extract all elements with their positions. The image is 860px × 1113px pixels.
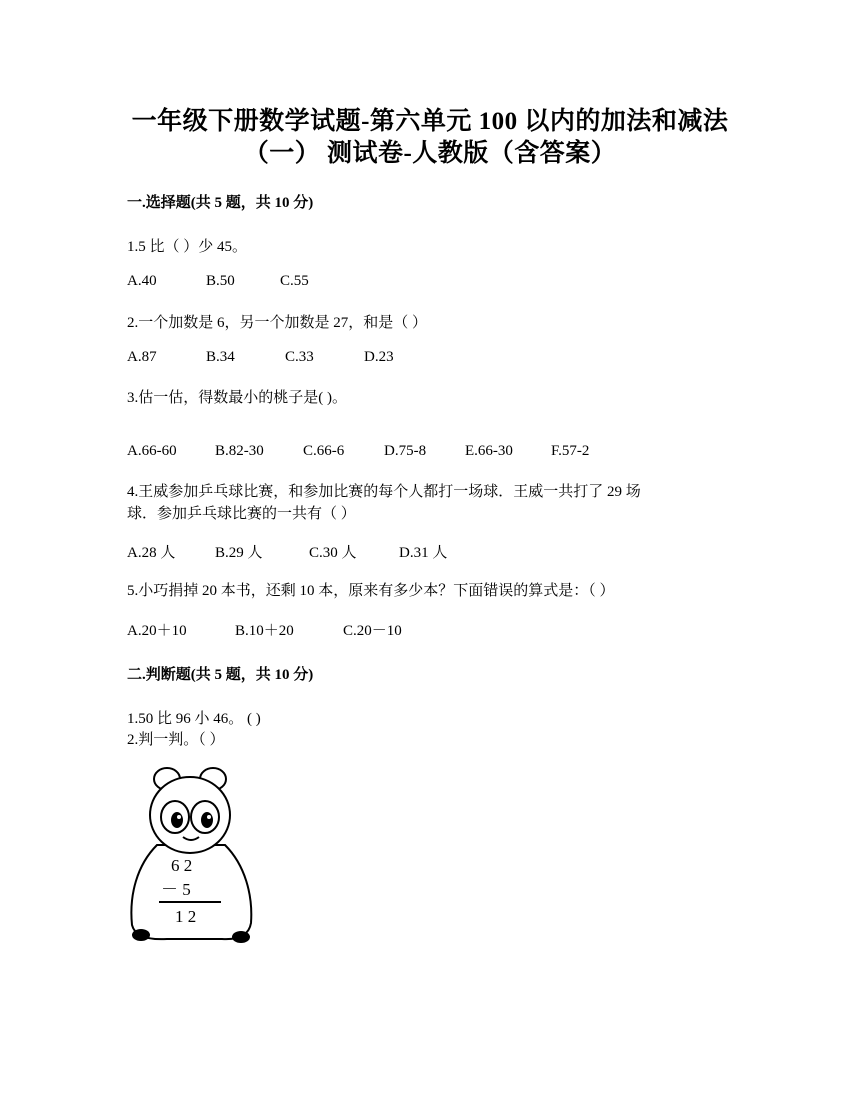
option-d: D.75-8 — [384, 443, 427, 459]
question-4-line2: 球．参加乒乓球比赛的一共有（ ） — [127, 506, 356, 522]
option-c: C.30 人 — [309, 545, 357, 561]
question-1-options — [127, 273, 309, 290]
option-b: B.82-30 — [215, 443, 264, 459]
panda-left-eye — [171, 812, 183, 828]
option-d: D.23 — [364, 349, 394, 365]
panda-equation-operator: － 5 — [161, 880, 191, 899]
option-f: F.57-2 — [551, 443, 590, 459]
judgement-question-1: 1.50 比 96 小 46。 ( ) — [127, 711, 261, 727]
option-a: A.40 — [127, 273, 157, 289]
option-c: C.66-6 — [303, 443, 345, 459]
option-a: A.28 人 — [127, 545, 176, 561]
option-b: B.50 — [206, 273, 235, 289]
option-d: D.31 人 — [399, 545, 448, 561]
option-c: C.33 — [285, 349, 314, 365]
panda-left-foot — [132, 929, 150, 941]
question-4-line1: 4.王威参加乒乓球比赛，和参加比赛的每个人都打一场球．王威一共打了 29 场 — [127, 484, 641, 500]
option-b: B.10＋20 — [235, 623, 294, 639]
question-1: 1.5 比（ ）少 45。 — [127, 239, 248, 255]
option-a: A.87 — [127, 349, 157, 365]
panda-equation-top: 6 2 — [171, 856, 193, 875]
option-b: B.29 人 — [215, 545, 263, 561]
option-c: C.55 — [280, 273, 309, 289]
question-3-options — [127, 443, 589, 460]
option-c: C.20－10 — [343, 623, 402, 639]
section-heading-judgement: 二.判断题(共 5 题，共 10 分) — [127, 667, 314, 683]
question-2: 2.一个加数是 6，另一个加数是 27，和是（ ） — [127, 315, 428, 331]
panda-right-foot — [232, 931, 250, 943]
panda-right-eye — [201, 812, 213, 828]
question-4-options — [127, 541, 447, 562]
option-a: A.66-60 — [127, 443, 177, 459]
panda-equation-result: 1 2 — [175, 907, 197, 926]
option-e: E.66-30 — [465, 443, 513, 459]
question-5: 5.小巧捐掉 20 本书，还剩 10 本，原来有多少本？下面错误的算式是：（ ） — [127, 583, 615, 599]
document-title-line2: （一） 测试卷-人教版（含答案） — [243, 140, 617, 167]
question-3: 3.估一估，得数最小的桃子是( )。 — [127, 390, 347, 406]
option-a: A.20＋10 — [127, 623, 187, 639]
judgement-question-2: 2.判一判。（ ） — [127, 732, 225, 748]
document-title-line1: 一年级下册数学试题-第六单元 100 以内的加法和减法 — [131, 108, 729, 135]
section-heading-choice: 一.选择题(共 5 题，共 10 分) — [127, 195, 314, 211]
question-5-options — [127, 619, 402, 640]
question-2-options — [127, 349, 394, 366]
panda-illustration — [127, 765, 257, 950]
option-b: B.34 — [206, 349, 235, 365]
